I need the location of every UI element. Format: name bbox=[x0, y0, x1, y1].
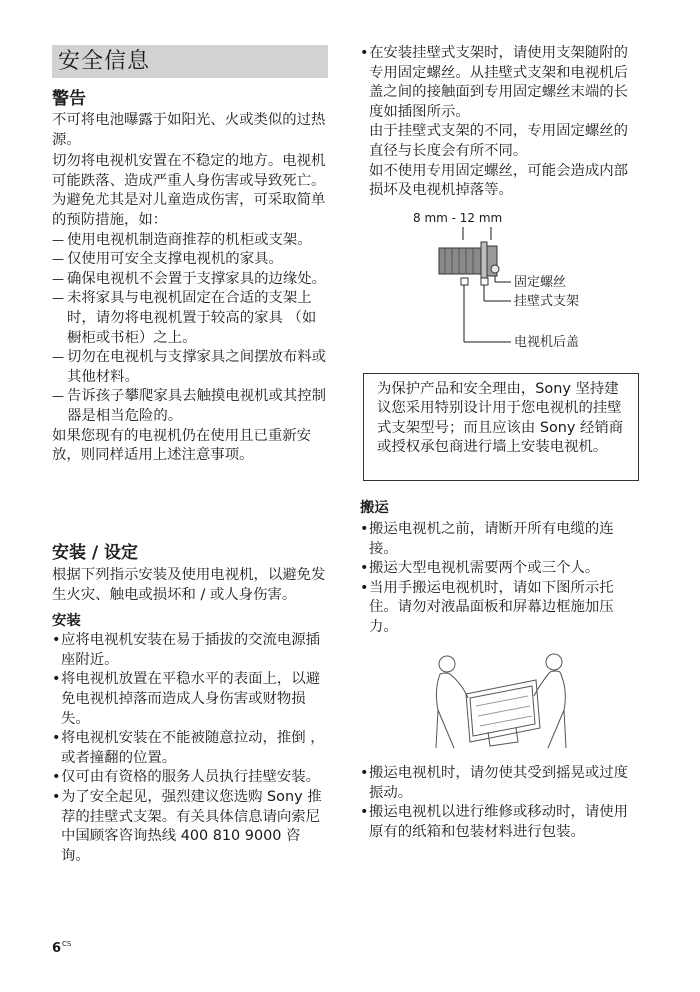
notice-text: 为保护产品和安全理由，Sony 坚持建议您采用特别设计用于您电视机的挂壁式支架型号；而且应该由 Sony 经销商或授权承包商进行墙上安装电视机。 bbox=[377, 381, 624, 456]
list-item: — 确保电视机不会置于支撑家具的边缘处。 bbox=[52, 270, 328, 290]
carrying-tv-illustration bbox=[428, 650, 574, 754]
list-item: • 当用手搬运电视机时，请如下图所示托住。请勿对液晶面板和屏幕边框施加压力。 bbox=[360, 579, 642, 638]
list-item: — 告诉孩子攀爬家具去触摸电视机或其控制器是相当危险的。 bbox=[52, 387, 328, 426]
page-title: 安全信息 bbox=[52, 45, 328, 78]
setup-section bbox=[52, 566, 328, 866]
list-item: — 切勿在电视机与支撑家具之间摆放布料或其他材料。 bbox=[52, 348, 328, 387]
person-left-head bbox=[439, 656, 455, 672]
warning-paragraph: 不可将电池曝露于如阳光、火或类似的过热源。 bbox=[52, 112, 326, 148]
warning-heading: 警告 bbox=[52, 89, 86, 109]
bracket-section bbox=[360, 44, 642, 201]
warning-paragraph: 切勿将电视机安置在不稳定的地方。电视机可能跌落、造成严重人身伤害或导致死亡。为避免尤其是对儿童造成伤害，可采取简单的预防措施，如： bbox=[52, 153, 326, 228]
warning-closing: 如果您现有的电视机仍在使用且已重新安放，则同样适用上述注意事项。 bbox=[52, 427, 312, 464]
list-item: — 未将家具与电视机固定在合适的支架上时，请勿将电视机置于较高的家具 （如橱柜或书柜）之上。 bbox=[52, 289, 328, 348]
list-item: • 应将电视机安装在易于插拔的交流电源插座附近。 bbox=[52, 631, 328, 670]
bracket-paragraph: 如不使用专用固定螺丝，可能会造成内部损坏及电视机掉落等。 bbox=[369, 162, 629, 199]
list-item: • 将电视机安装在不能被随意拉动，推倒 ，或者撞翻的位置。 bbox=[52, 729, 328, 768]
list-item: — 仅使用可安全支撑电视机的家具。 bbox=[52, 250, 328, 270]
notice-box bbox=[363, 373, 639, 481]
list-item: • 在安装挂壁式支架时，请使用支架随附的专用固定螺丝。从挂壁式支架和电视机后盖之间的接触面到专用固定螺丝末端的长度如插图所示。 bbox=[360, 44, 642, 122]
setup-intro: 根据下列指示安装及使用电视机，以避免发生火灾、触电或损坏和 / 或人身伤害。 bbox=[52, 567, 326, 603]
list-item: • 搬运大型电视机需要两个或三个人。 bbox=[360, 559, 642, 579]
warning-section bbox=[52, 111, 328, 466]
list-item: • 为了安全起见，强烈建议您选购 Sony 推荐的挂壁式支架。有关具体信息请向索尼中国顾客咨询热线 400 810 9000 咨询。 bbox=[52, 788, 328, 866]
person-left-body bbox=[436, 673, 468, 748]
bracket-label: 挂壁式支架 bbox=[514, 294, 580, 309]
bracket-paragraph: 由于挂壁式支架的不同，专用固定螺丝的直径与长度会有所不同。 bbox=[369, 123, 629, 159]
screw-diagram bbox=[395, 206, 605, 356]
person-right-head bbox=[546, 654, 562, 670]
transport-section bbox=[360, 498, 642, 638]
cover-label: 电视机后盖 bbox=[514, 335, 580, 350]
transport-heading: 搬运 bbox=[360, 500, 389, 516]
transport-section-2 bbox=[360, 764, 642, 842]
install-subheading: 安装 bbox=[52, 613, 81, 630]
page-number: $6^{CS}$ bbox=[52, 940, 72, 956]
list-item: • 搬运电视机之前，请断开所有电缆的连接。 bbox=[360, 520, 642, 559]
dimension-label: 8 mm - 12 mm bbox=[413, 211, 503, 225]
list-item: • 仅可由有资格的服务人员执行挂壁安装。 bbox=[52, 768, 328, 788]
list-item: • 将电视机放置在平稳水平的表面上，以避免电视机掉落而造成人身伤害或财物损失。 bbox=[52, 670, 328, 729]
screw-label: 固定螺丝 bbox=[514, 275, 567, 290]
setup-heading: 安装 / 设定 bbox=[52, 543, 139, 563]
list-item: — 使用电视机制造商推荐的机柜或支架。 bbox=[52, 231, 328, 251]
list-item: • 搬运电视机时，请勿使其受到摇晃或过度振动。 bbox=[360, 764, 642, 803]
bracket-plate bbox=[481, 242, 487, 280]
list-item: • 搬运电视机以进行维修或移动时，请使用原有的纸箱和包装材料进行包装。 bbox=[360, 803, 642, 842]
